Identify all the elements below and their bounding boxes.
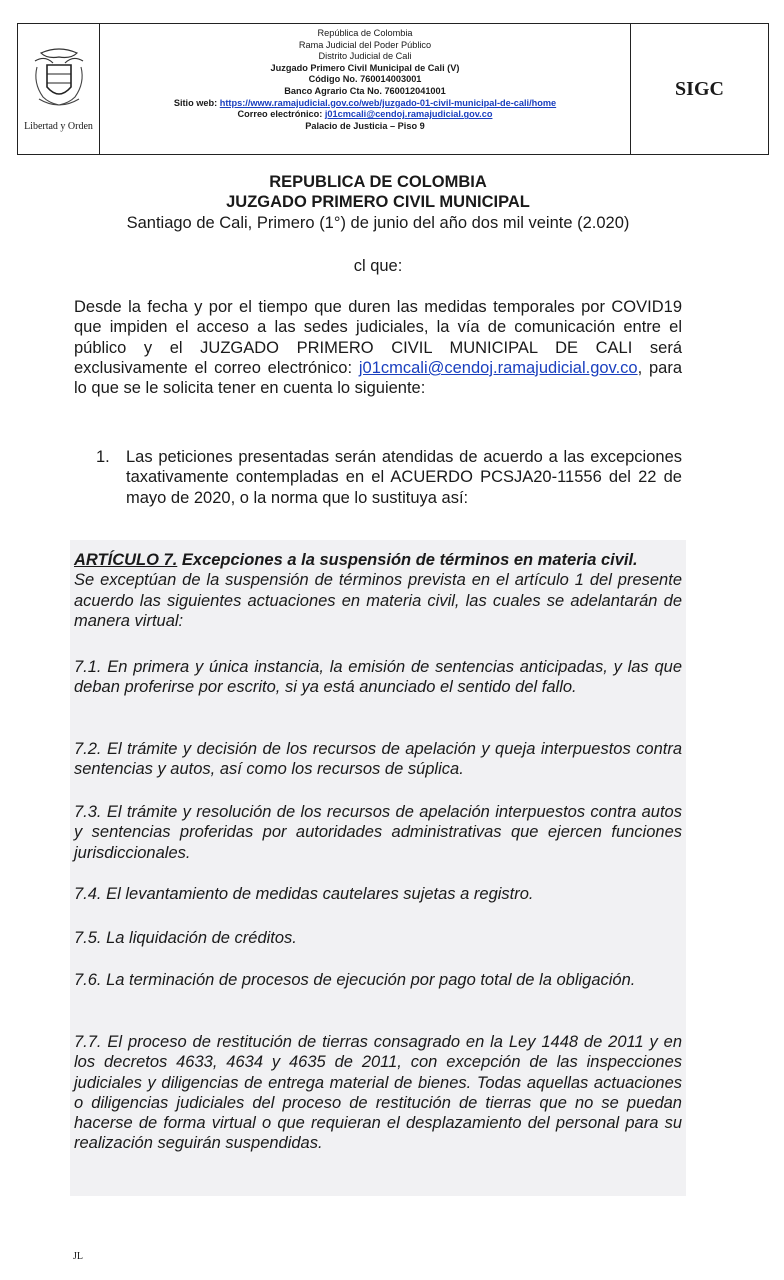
bank-account: Banco Agrario Cta No. 760012041001 (284, 85, 446, 96)
letterhead (17, 23, 769, 155)
title-republica: REPUBLICA DE COLOMBIA (269, 173, 487, 191)
article-p74: 7.4. El levantamiento de medidas cautelares sujetas a registro. (74, 885, 534, 903)
logo-cell (18, 24, 100, 154)
header-line: Rama Judicial del Poder Público (298, 39, 432, 50)
email-link[interactable]: j01cmcali@cendoj.ramajudicial.gov.co (324, 109, 493, 120)
article-heading: ARTÍCULO 7. Excepciones a la suspensión de términos en materia civil. (74, 551, 638, 569)
intro-paragraph: Desde la fecha y por el tiempo que duren las medidas temporales por COVID19 que impiden el acceso a las sedes judiciales, la vía de comunicación entre el público y el JUZGADO PRIMERO CIVIL MUNICIPAL DE CALI será exclusivamente el correo electrónico: j01cmcali@cendoj.ramajudicial.gov.co, para lo que se le solicita tener en cuenta lo siguiente: (74, 298, 683, 398)
article-p73: 7.3. El trámite y resolución de los recursos de apelación interpuestos contra autos y sentencias proferidas por autoridades administrativas que ejercen funciones jurisdiccionales. (74, 803, 682, 862)
sigc-label: SIGC (675, 77, 724, 100)
website-row: Sitio web: https://www.ramajudicial.gov.co/web/juzgado-01-civil-municipal-de-cali/home (173, 97, 557, 108)
motto: Libertad y Orden (24, 120, 93, 132)
doc-title (74, 172, 682, 212)
title-juzgado: JUZGADO PRIMERO CIVIL MUNICIPAL (226, 193, 530, 211)
letterhead-info (100, 24, 631, 154)
list-number: 1. (96, 448, 110, 466)
recipient: cl que: (353, 257, 403, 275)
court-code: Código No. 760014003001 (308, 74, 422, 85)
article-intro (74, 550, 682, 631)
article-p76: 7.6. La terminación de procesos de ejecución por pago total de la obligación. (74, 971, 636, 989)
list-text: Las peticiones presentadas serán atendidas de acuerdo a las excepciones taxativamente contempladas en el ACUERDO PCSJA20-11556 del 22 de mayo de 2020, o la norma que lo sustituya así: (126, 448, 682, 507)
article-p75: 7.5. La liquidación de créditos. (74, 929, 297, 947)
article-p72: 7.2. El trámite y decisión de los recursos de apelación y queja interpuestos contra sentencias y autos, así como los recursos de súplica. (74, 740, 682, 779)
article-p71: 7.1. En primera y única instancia, la emisión de sentencias anticipadas, y las que deban proferirse por escrito, si ya está anunciado el sentido del fallo. (74, 658, 682, 697)
header-line: Distrito Judicial de Cali (318, 51, 412, 62)
footer-initials: JL (73, 1251, 83, 1262)
website-link[interactable]: https://www.ramajudicial.gov.co/web/juzgado-01-civil-municipal-de-cali/home (219, 97, 557, 108)
palacio-line: Palacio de Justicia – Piso 9 (305, 120, 425, 131)
article-p77: 7.7. El proceso de restitución de tierras consagrado en la Ley 1448 de 2011 y en los decretos 4633, 4634 y 4635 de 2011, con excepción de las inspecciones judiciales y diligencias de entrega material de bienes. Todas aquellas actuaciones o diligencias judiciales del proceso de restitución de tierras que no se puedan hacerse de forma virtual o que requieran el desplazamiento del personal para su realización seguirán suspendidas. (74, 1033, 682, 1153)
list-item (96, 447, 682, 508)
doc-date: Santiago de Cali, Primero (1°) de junio del año dos mil veinte (2.020) (126, 214, 630, 232)
header-line: República de Colombia (317, 28, 413, 38)
email-row: Correo electrónico: j01cmcali@cendoj.ramajudicial.gov.co (237, 109, 493, 120)
court-name: Juzgado Primero Civil Municipal de Cali (V) (270, 62, 460, 73)
coat-of-arms-icon (31, 47, 87, 113)
intro-email-link[interactable]: j01cmcali@cendoj.ramajudicial.gov.co (358, 358, 638, 377)
article-intro-text: Se exceptúan de la suspensión de términos prevista en el artículo 1 del presente acuerdo las siguientes actuaciones en materia civil, las cuales se adelantarán de manera virtual: (74, 571, 682, 630)
